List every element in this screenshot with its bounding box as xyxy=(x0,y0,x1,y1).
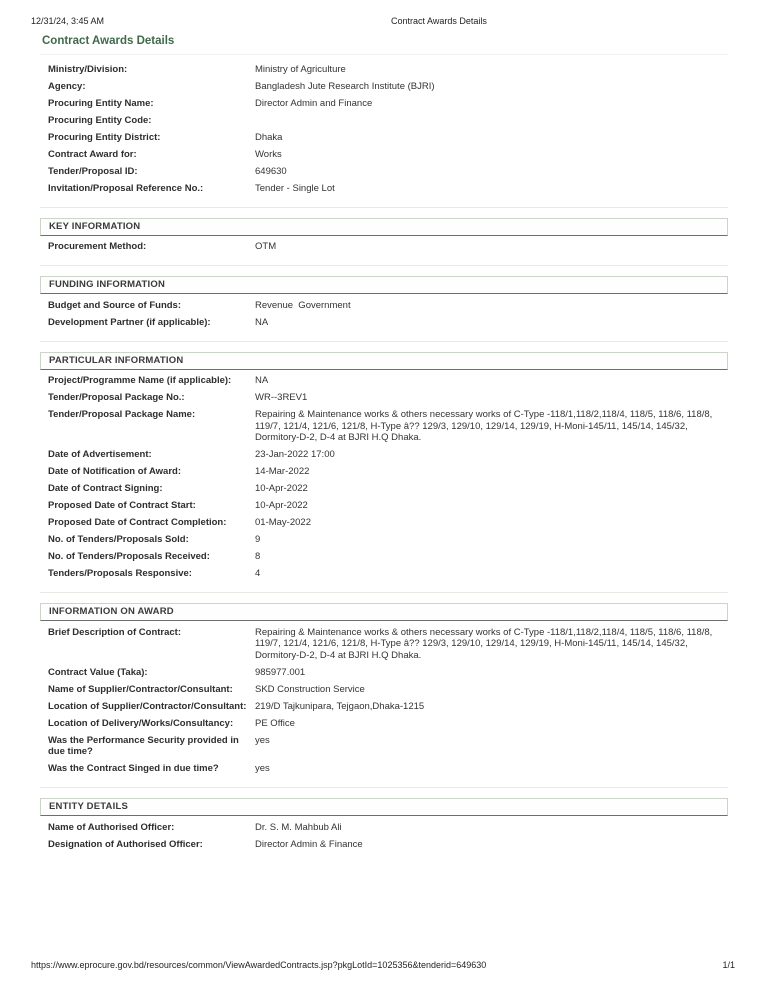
table-row xyxy=(40,839,728,851)
table-row xyxy=(40,392,728,404)
row-value: yes xyxy=(255,763,270,774)
table-row xyxy=(40,763,728,775)
section-funding-information xyxy=(40,265,728,341)
table-row xyxy=(40,822,728,834)
table-row xyxy=(40,149,728,161)
row-label: Name of Supplier/Contractor/Consultant: xyxy=(48,683,233,695)
row-label: Procuring Entity District: xyxy=(48,131,161,143)
row-label: Location of Supplier/Contractor/Consultant: xyxy=(48,700,247,712)
table-row xyxy=(40,241,728,253)
row-value: Repairing & Maintenance works & others necessary works of C-Type -118/1,118/2,118/4, 118/5, 118/6, 118/8, 119/7, 121/4, 121/6, 121/8, H-Type â?? 129/3, 129/10, 129/14, 129/19, H-Moni-145/11, 145/14, 145/32, Dormitory-D-2, D-4 at BJRI H.Q Dhaka. xyxy=(255,626,715,661)
row-value: 219/D Tajkunipara, Tejgaon,Dhaka-1215 xyxy=(255,700,425,712)
table-row xyxy=(40,317,728,329)
row-label: Procuring Entity Code: xyxy=(48,114,152,126)
row-value: 649630 xyxy=(255,165,287,177)
section-key-information xyxy=(40,207,728,266)
row-value: NA xyxy=(255,375,269,386)
table-row xyxy=(40,64,728,76)
table-row xyxy=(40,466,728,478)
row-label: Agency: xyxy=(48,80,86,92)
section-header-information-on-award: INFORMATION ON AWARD xyxy=(40,603,728,621)
table-row xyxy=(40,534,728,546)
row-label: Was the Performance Security provided in due time? xyxy=(48,734,239,757)
row-label: Brief Description of Contract: xyxy=(48,626,182,638)
table-row xyxy=(40,517,728,529)
row-value: 9 xyxy=(255,534,261,545)
section-entity-details xyxy=(40,787,728,863)
table-row xyxy=(40,667,728,679)
row-value: Dr. S. M. Mahbub Ali xyxy=(255,821,342,833)
row-value: Director Admin and Finance xyxy=(255,97,373,109)
row-value: Works xyxy=(255,148,282,160)
row-label: Invitation/Proposal Reference No.: xyxy=(48,182,204,194)
table-row xyxy=(40,183,728,195)
row-value: 14-Mar-2022 xyxy=(255,466,310,477)
table-row xyxy=(40,701,728,713)
row-value: WR--3REV1 xyxy=(255,392,308,403)
row-label: Date of Notification of Award: xyxy=(48,466,181,477)
footer-url: https://www.eprocure.gov.bd/resources/common/ViewAwardedContracts.jsp?pkgLotId=1025356&tenderid=649630 xyxy=(31,960,487,970)
section-particular-information xyxy=(40,341,728,593)
table-row xyxy=(40,684,728,696)
row-label: Tender/Proposal Package No.: xyxy=(48,392,185,403)
row-value: Revenue Government xyxy=(255,299,351,311)
row-label: Contract Value (Taka): xyxy=(48,666,148,678)
print-datetime: 12/31/24, 3:45 AM xyxy=(31,16,105,26)
row-label: Designation of Authorised Officer: xyxy=(48,838,203,850)
row-value: 985977.001 xyxy=(255,666,306,678)
row-label: Tender/Proposal ID: xyxy=(48,165,138,177)
table-row xyxy=(40,98,728,110)
row-value: 01-May-2022 xyxy=(255,517,311,528)
row-label: Budget and Source of Funds: xyxy=(48,299,181,311)
row-label: Date of Advertisement: xyxy=(48,449,152,460)
table-row xyxy=(40,551,728,563)
row-label: Location of Delivery/Works/Consultancy: xyxy=(48,717,234,729)
row-value: SKD Construction Service xyxy=(255,683,365,695)
row-value: Dhaka xyxy=(255,131,283,143)
footer-page-number: 1/1 xyxy=(722,960,735,970)
table-row xyxy=(40,500,728,512)
row-label: Proposed Date of Contract Completion: xyxy=(48,517,227,528)
table-row xyxy=(40,735,728,758)
row-label: Name of Authorised Officer: xyxy=(48,821,175,833)
sections-container xyxy=(40,54,728,863)
table-row xyxy=(40,483,728,495)
row-value: 10-Apr-2022 xyxy=(255,483,308,494)
row-label: Date of Contract Signing: xyxy=(48,483,163,494)
table-row xyxy=(40,115,728,127)
row-label: Development Partner (if applicable): xyxy=(48,316,211,328)
row-value: Tender - Single Lot xyxy=(255,182,335,194)
section-header-particular-information: PARTICULAR INFORMATION xyxy=(40,352,728,370)
row-label: No. of Tenders/Proposals Sold: xyxy=(48,534,189,545)
row-label: Proposed Date of Contract Start: xyxy=(48,500,196,511)
row-value: NA xyxy=(255,316,269,328)
row-value: Director Admin & Finance xyxy=(255,838,363,850)
row-value: Repairing & Maintenance works & others necessary works of C-Type -118/1,118/2,118/4, 118/5, 118/6, 118/8, 119/7, 121/4, 121/6, 121/8, H-Type â?? 129/3, 129/10, 129/14, 129/19, H-Moni-145/11, 145/14, 145/32, Dormitory-D-2, D-4 at BJRI H.Q Dhaka. xyxy=(255,409,715,443)
table-row xyxy=(40,718,728,730)
table-row xyxy=(40,449,728,461)
row-label: Procurement Method: xyxy=(48,241,147,252)
row-value: yes xyxy=(255,734,270,746)
row-label: Ministry/Division: xyxy=(48,63,128,75)
table-row xyxy=(40,132,728,144)
row-value: 23-Jan-2022 17:00 xyxy=(255,449,335,460)
table-row xyxy=(40,568,728,580)
page-title: Contract Awards Details xyxy=(42,35,175,47)
row-value xyxy=(255,115,728,127)
table-row xyxy=(40,300,728,312)
row-value: Ministry of Agriculture xyxy=(255,63,346,75)
row-label: Tenders/Proposals Responsive: xyxy=(48,568,192,579)
table-row xyxy=(40,627,728,662)
row-value: 10-Apr-2022 xyxy=(255,500,308,511)
row-value: 4 xyxy=(255,568,261,579)
section-general xyxy=(40,55,728,207)
print-footer xyxy=(31,960,737,972)
table-row xyxy=(40,81,728,93)
table-row xyxy=(40,375,728,387)
row-label: Project/Programme Name (if applicable): xyxy=(48,375,232,386)
row-label: Contract Award for: xyxy=(48,148,137,160)
row-label: Tender/Proposal Package Name: xyxy=(48,409,196,420)
row-value: Bangladesh Jute Research Institute (BJRI) xyxy=(255,80,435,92)
row-label: Was the Contract Singed in due time? xyxy=(48,763,219,774)
section-header-funding-information: FUNDING INFORMATION xyxy=(40,276,728,294)
row-value: OTM xyxy=(255,241,277,252)
row-value: PE Office xyxy=(255,717,295,729)
row-label: Procuring Entity Name: xyxy=(48,97,154,109)
print-document-title: Contract Awards Details xyxy=(391,16,487,26)
print-header xyxy=(31,16,737,28)
section-information-on-award xyxy=(40,592,728,787)
section-header-key-information: KEY INFORMATION xyxy=(40,218,728,236)
row-label: No. of Tenders/Proposals Received: xyxy=(48,551,210,562)
section-header-entity-details: ENTITY DETAILS xyxy=(40,798,728,816)
row-value: 8 xyxy=(255,551,261,562)
table-row xyxy=(40,409,728,444)
table-row xyxy=(40,166,728,178)
